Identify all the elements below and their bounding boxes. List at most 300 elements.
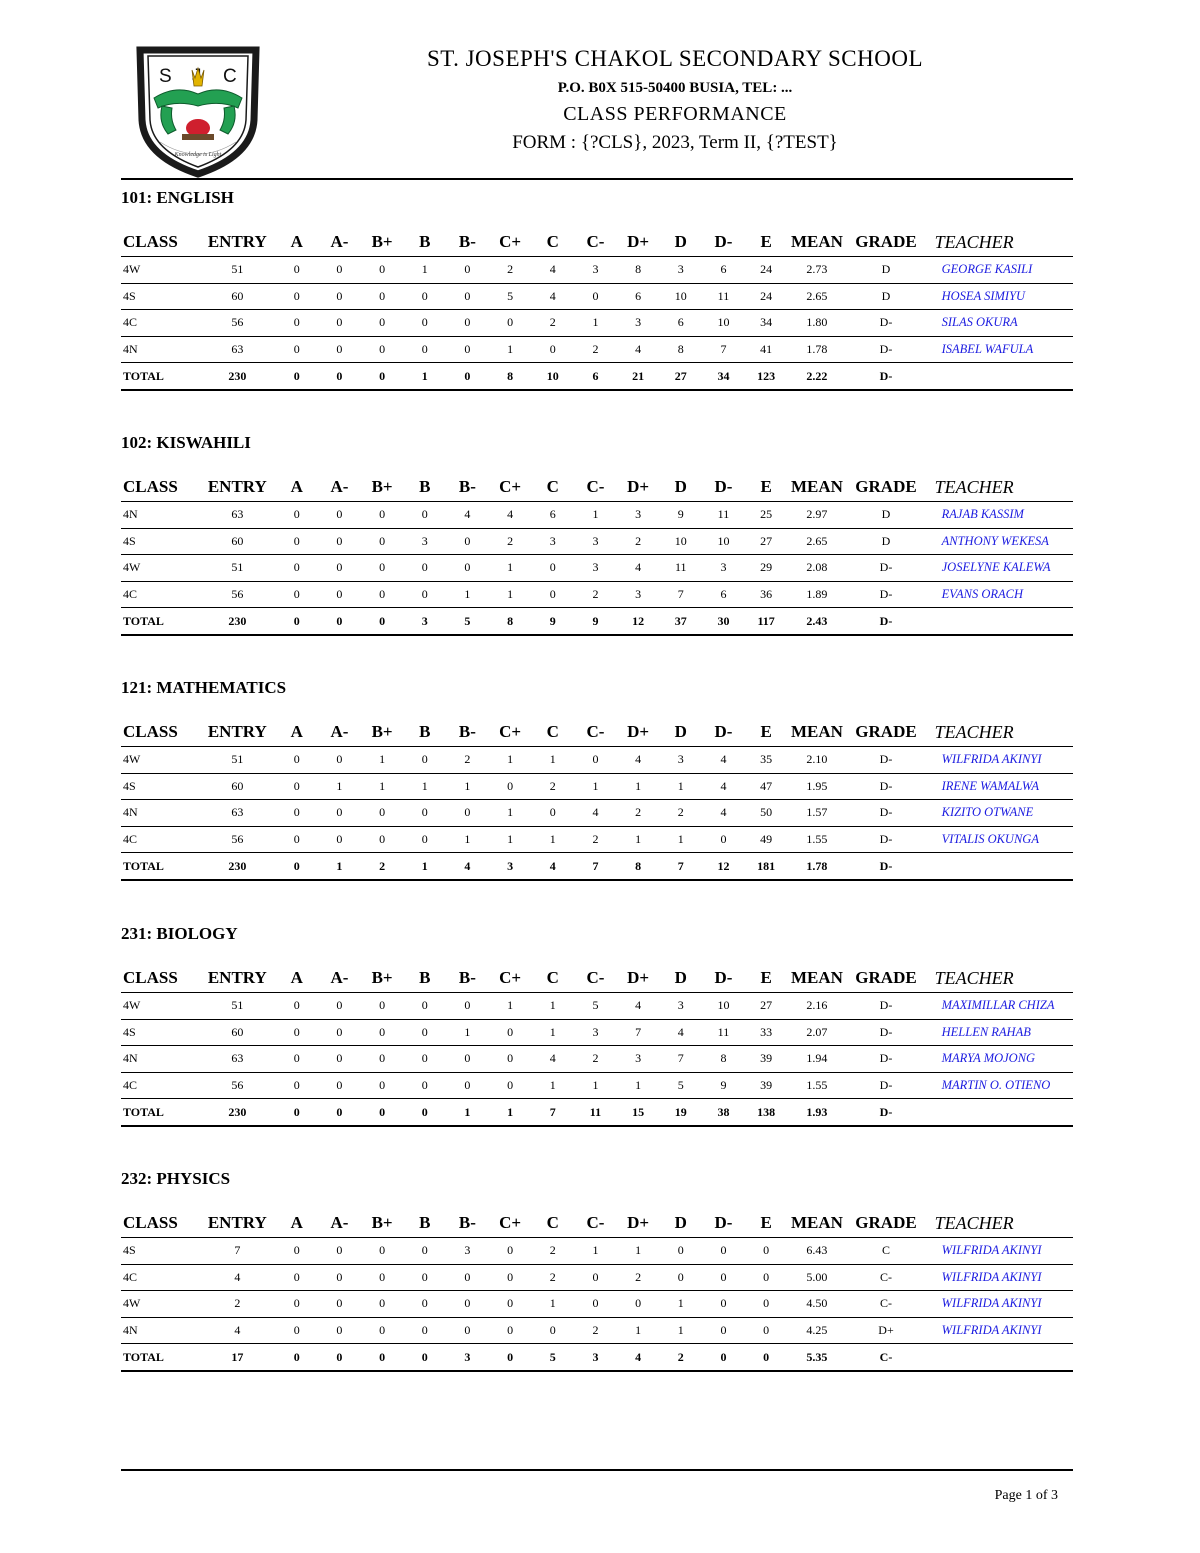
table-cell: 27 <box>745 528 788 555</box>
total-cell: 7 <box>574 853 617 880</box>
teacher-cell: WILFRIDA AKINYI <box>926 1264 1073 1291</box>
total-cell: 5 <box>446 608 489 635</box>
table-cell: 1 <box>617 1317 660 1344</box>
table-cell: 0 <box>361 1072 404 1099</box>
table-row <box>121 747 1073 774</box>
table-cell: 0 <box>489 1291 532 1318</box>
column-header: B <box>403 473 446 502</box>
total-cell: 6 <box>574 363 617 390</box>
class-cell: 4S <box>121 283 199 310</box>
total-cell: 181 <box>745 853 788 880</box>
table-cell: 0 <box>403 336 446 363</box>
column-header: C <box>531 473 574 502</box>
column-header: B+ <box>361 1209 404 1238</box>
page-number: Page 1 of 3 <box>994 1488 1058 1503</box>
table-row <box>121 283 1073 310</box>
table-cell: 3 <box>659 747 702 774</box>
table-row <box>121 993 1073 1020</box>
class-cell: 4N <box>121 336 199 363</box>
table-cell: 2 <box>574 336 617 363</box>
column-header: D- <box>702 718 745 747</box>
column-header: C- <box>574 228 617 257</box>
column-header: ENTRY <box>199 473 275 502</box>
report-title: CLASS PERFORMANCE <box>563 103 787 125</box>
table-cell: 10 <box>702 993 745 1020</box>
table-cell: 0 <box>318 581 361 608</box>
table-cell: 9 <box>659 502 702 529</box>
table-cell: 0 <box>403 283 446 310</box>
table-cell: 0 <box>318 1072 361 1099</box>
column-header: C- <box>574 473 617 502</box>
total-cell <box>926 363 1073 390</box>
performance-table <box>121 1209 1073 1372</box>
column-header: CLASS <box>121 964 199 993</box>
table-cell: 0 <box>275 257 318 284</box>
table-cell: 1 <box>574 1072 617 1099</box>
table-cell: D- <box>846 826 925 853</box>
table-cell: 0 <box>574 1291 617 1318</box>
total-cell: 230 <box>199 853 275 880</box>
table-cell: 0 <box>531 1317 574 1344</box>
teacher-cell: HELLEN RAHAB <box>926 1019 1073 1046</box>
school-address: P.O. B0X 515-50400 BUSIA, TEL: ... <box>557 80 793 96</box>
table-cell: 60 <box>199 528 275 555</box>
table-cell: 2 <box>574 1046 617 1073</box>
table-cell: 2.07 <box>787 1019 846 1046</box>
total-label: TOTAL <box>121 363 199 390</box>
teacher-cell: VITALIS OKUNGA <box>926 826 1073 853</box>
table-cell: 0 <box>403 826 446 853</box>
table-cell: 0 <box>403 993 446 1020</box>
table-cell: 56 <box>199 1072 275 1099</box>
table-cell: 6 <box>702 257 745 284</box>
table-cell: 5 <box>659 1072 702 1099</box>
table-cell: 29 <box>745 555 788 582</box>
column-header: D- <box>702 964 745 993</box>
table-cell: 0 <box>702 826 745 853</box>
total-cell: 3 <box>403 608 446 635</box>
column-header: A- <box>318 473 361 502</box>
table-cell: 4 <box>199 1317 275 1344</box>
teacher-cell: EVANS ORACH <box>926 581 1073 608</box>
school-logo <box>132 44 264 178</box>
column-header: TEACHER <box>926 718 1073 747</box>
logo-letter-c: C <box>223 66 237 87</box>
teacher-cell: ANTHONY WEKESA <box>926 528 1073 555</box>
column-header: D+ <box>617 228 660 257</box>
table-cell: 3 <box>617 581 660 608</box>
table-cell: 51 <box>199 257 275 284</box>
total-cell: 2 <box>659 1344 702 1371</box>
table-header-row <box>121 964 1073 993</box>
table-cell: 2.16 <box>787 993 846 1020</box>
table-cell: 0 <box>275 1291 318 1318</box>
total-cell: 2.43 <box>787 608 846 635</box>
column-header: B- <box>446 1209 489 1238</box>
table-cell: 51 <box>199 993 275 1020</box>
subject-title: 102: KISWAHILI <box>121 433 251 452</box>
total-cell: 230 <box>199 1099 275 1126</box>
table-cell: D <box>846 283 925 310</box>
table-cell: 0 <box>403 581 446 608</box>
table-row <box>121 1264 1073 1291</box>
total-cell: 0 <box>318 1099 361 1126</box>
total-row <box>121 608 1073 635</box>
table-cell: 1 <box>361 747 404 774</box>
table-cell: D- <box>846 581 925 608</box>
total-cell: 1 <box>318 853 361 880</box>
table-cell: 3 <box>574 1019 617 1046</box>
column-header: D+ <box>617 718 660 747</box>
table-cell: 2 <box>531 773 574 800</box>
column-header: A- <box>318 964 361 993</box>
table-cell: 7 <box>702 336 745 363</box>
table-cell: 0 <box>446 336 489 363</box>
table-cell: D- <box>846 555 925 582</box>
column-header: B <box>403 964 446 993</box>
table-cell: 4 <box>531 1046 574 1073</box>
table-cell: D- <box>846 310 925 337</box>
table-cell: 0 <box>489 310 532 337</box>
table-cell: 0 <box>318 555 361 582</box>
total-cell: 0 <box>318 363 361 390</box>
table-cell: 0 <box>403 800 446 827</box>
table-cell: 0 <box>361 1046 404 1073</box>
table-cell: 0 <box>574 283 617 310</box>
table-cell: 2.73 <box>787 257 846 284</box>
table-cell: 2 <box>489 257 532 284</box>
table-cell: 0 <box>403 1072 446 1099</box>
table-cell: 27 <box>745 993 788 1020</box>
column-header: B+ <box>361 473 404 502</box>
table-cell: 0 <box>489 1019 532 1046</box>
column-header: B- <box>446 228 489 257</box>
table-cell: 0 <box>361 257 404 284</box>
total-cell: 0 <box>275 853 318 880</box>
table-cell: 1 <box>659 826 702 853</box>
table-cell: D- <box>846 747 925 774</box>
column-header: C+ <box>489 1209 532 1238</box>
table-cell: 0 <box>275 1317 318 1344</box>
table-cell: 60 <box>199 1019 275 1046</box>
table-cell: 0 <box>702 1238 745 1265</box>
total-cell: 0 <box>489 1344 532 1371</box>
total-cell: 0 <box>361 608 404 635</box>
total-cell: 3 <box>446 1344 489 1371</box>
table-header-row <box>121 228 1073 257</box>
table-row <box>121 773 1073 800</box>
table-cell: 63 <box>199 502 275 529</box>
total-cell: 8 <box>489 363 532 390</box>
table-cell: 1 <box>446 826 489 853</box>
column-header: A- <box>318 228 361 257</box>
table-cell: 1 <box>531 1072 574 1099</box>
table-cell: 1 <box>617 826 660 853</box>
total-cell: 30 <box>702 608 745 635</box>
total-cell: 0 <box>702 1344 745 1371</box>
table-cell: 9 <box>702 1072 745 1099</box>
column-header: CLASS <box>121 228 199 257</box>
column-header: A <box>275 718 318 747</box>
table-cell: 0 <box>361 1238 404 1265</box>
teacher-cell: WILFRIDA AKINYI <box>926 1238 1073 1265</box>
table-cell: D- <box>846 1046 925 1073</box>
table-cell: 0 <box>361 528 404 555</box>
table-cell: 5.00 <box>787 1264 846 1291</box>
total-cell: C- <box>846 1344 925 1371</box>
table-cell: 1.55 <box>787 826 846 853</box>
class-cell: 4C <box>121 310 199 337</box>
logo-letter-s: S <box>159 66 172 87</box>
table-cell: 60 <box>199 773 275 800</box>
table-cell: 3 <box>574 555 617 582</box>
total-cell <box>926 608 1073 635</box>
table-cell: 3 <box>617 1046 660 1073</box>
teacher-cell: GEORGE KASILI <box>926 257 1073 284</box>
table-cell: 0 <box>318 1264 361 1291</box>
table-cell: 0 <box>318 336 361 363</box>
class-cell: 4C <box>121 1072 199 1099</box>
table-cell: 1 <box>617 773 660 800</box>
table-cell: 1 <box>574 1238 617 1265</box>
table-cell: 0 <box>275 528 318 555</box>
column-header: D- <box>702 228 745 257</box>
column-header: ENTRY <box>199 228 275 257</box>
total-cell: 3 <box>574 1344 617 1371</box>
teacher-cell: MARTIN O. OTIENO <box>926 1072 1073 1099</box>
table-cell: 0 <box>446 283 489 310</box>
table-cell: 8 <box>659 336 702 363</box>
total-cell: 0 <box>318 608 361 635</box>
table-cell: 0 <box>361 1264 404 1291</box>
table-row <box>121 1238 1073 1265</box>
total-cell: 12 <box>702 853 745 880</box>
column-header: GRADE <box>846 718 925 747</box>
column-header: B- <box>446 718 489 747</box>
total-cell: 9 <box>531 608 574 635</box>
column-header: D <box>659 964 702 993</box>
total-cell: 4 <box>446 853 489 880</box>
column-header: C- <box>574 718 617 747</box>
table-cell: 0 <box>318 310 361 337</box>
table-cell: 1 <box>489 993 532 1020</box>
table-cell: 3 <box>702 555 745 582</box>
table-cell: 0 <box>702 1291 745 1318</box>
column-header: TEACHER <box>926 964 1073 993</box>
table-cell: 49 <box>745 826 788 853</box>
teacher-cell: MAXIMILLAR CHIZA <box>926 993 1073 1020</box>
table-cell: 0 <box>361 1317 404 1344</box>
table-cell: 2 <box>531 1264 574 1291</box>
performance-table <box>121 718 1073 881</box>
table-cell: 1 <box>531 1291 574 1318</box>
table-cell: 0 <box>318 528 361 555</box>
table-cell: 4 <box>702 773 745 800</box>
column-header: B+ <box>361 964 404 993</box>
table-cell: 3 <box>574 528 617 555</box>
table-cell: 7 <box>617 1019 660 1046</box>
table-cell: 0 <box>745 1264 788 1291</box>
table-cell: 0 <box>318 283 361 310</box>
table-cell: 1 <box>446 1019 489 1046</box>
class-cell: 4N <box>121 800 199 827</box>
table-cell: 0 <box>361 581 404 608</box>
table-cell: 56 <box>199 310 275 337</box>
total-cell: 5.35 <box>787 1344 846 1371</box>
table-cell: 11 <box>659 555 702 582</box>
column-header: MEAN <box>787 473 846 502</box>
table-cell: 0 <box>318 747 361 774</box>
table-cell: 1 <box>489 826 532 853</box>
teacher-cell: IRENE WAMALWA <box>926 773 1073 800</box>
table-cell: 1 <box>574 310 617 337</box>
class-cell: 4C <box>121 581 199 608</box>
table-cell: 0 <box>275 1046 318 1073</box>
teacher-cell: JOSELYNE KALEWA <box>926 555 1073 582</box>
table-cell: D- <box>846 773 925 800</box>
column-header: D <box>659 718 702 747</box>
table-cell: 6 <box>702 581 745 608</box>
class-cell: 4S <box>121 773 199 800</box>
table-cell: 3 <box>659 257 702 284</box>
table-row <box>121 800 1073 827</box>
table-cell: D <box>846 502 925 529</box>
total-cell: 230 <box>199 608 275 635</box>
table-cell: 0 <box>275 747 318 774</box>
table-cell: 0 <box>275 826 318 853</box>
table-cell: 1 <box>659 1291 702 1318</box>
column-header: C- <box>574 964 617 993</box>
table-cell: 0 <box>659 1238 702 1265</box>
table-row <box>121 336 1073 363</box>
table-cell: 4 <box>489 502 532 529</box>
table-cell: 2.08 <box>787 555 846 582</box>
column-header: ENTRY <box>199 718 275 747</box>
performance-table <box>121 228 1073 391</box>
table-row <box>121 555 1073 582</box>
table-cell: 3 <box>446 1238 489 1265</box>
total-cell: 0 <box>275 363 318 390</box>
column-header: C+ <box>489 718 532 747</box>
column-header: C- <box>574 1209 617 1238</box>
total-cell: 27 <box>659 363 702 390</box>
table-cell: 6.43 <box>787 1238 846 1265</box>
table-cell: 1.80 <box>787 310 846 337</box>
column-header: CLASS <box>121 718 199 747</box>
footer-divider <box>121 1469 1073 1471</box>
table-header-row <box>121 1209 1073 1238</box>
table-cell: 4 <box>617 747 660 774</box>
teacher-cell: HOSEA SIMIYU <box>926 283 1073 310</box>
class-cell: 4W <box>121 747 199 774</box>
table-cell: 6 <box>531 502 574 529</box>
table-cell: 0 <box>489 1072 532 1099</box>
teacher-cell: KIZITO OTWANE <box>926 800 1073 827</box>
total-cell: 15 <box>617 1099 660 1126</box>
table-cell: 1 <box>446 773 489 800</box>
table-cell: 2 <box>531 1238 574 1265</box>
total-cell: 0 <box>446 363 489 390</box>
total-cell: 38 <box>702 1099 745 1126</box>
column-header: C <box>531 228 574 257</box>
table-cell: 10 <box>659 528 702 555</box>
table-cell: 24 <box>745 283 788 310</box>
table-cell: 4 <box>531 283 574 310</box>
column-header: C <box>531 964 574 993</box>
column-header: C+ <box>489 964 532 993</box>
subject-title: 101: ENGLISH <box>121 188 234 207</box>
table-cell: 0 <box>318 257 361 284</box>
table-cell: 5 <box>574 993 617 1020</box>
table-cell: 1.94 <box>787 1046 846 1073</box>
table-row <box>121 257 1073 284</box>
total-cell: 1 <box>403 853 446 880</box>
table-cell: 4.25 <box>787 1317 846 1344</box>
column-header: C <box>531 1209 574 1238</box>
table-cell: 0 <box>403 1291 446 1318</box>
column-header: A <box>275 1209 318 1238</box>
table-cell: 1 <box>574 502 617 529</box>
total-cell: 0 <box>275 1344 318 1371</box>
table-cell: 8 <box>702 1046 745 1073</box>
table-cell: 0 <box>446 555 489 582</box>
column-header: ENTRY <box>199 964 275 993</box>
total-cell: 1.78 <box>787 853 846 880</box>
column-header: MEAN <box>787 1209 846 1238</box>
class-cell: 4S <box>121 1019 199 1046</box>
table-cell: 0 <box>275 773 318 800</box>
table-cell: 1.89 <box>787 581 846 608</box>
total-cell: D- <box>846 853 925 880</box>
teacher-cell: WILFRIDA AKINYI <box>926 1317 1073 1344</box>
table-header-row <box>121 718 1073 747</box>
table-cell: 7 <box>659 581 702 608</box>
class-cell: 4N <box>121 1046 199 1073</box>
table-cell: 1 <box>574 773 617 800</box>
table-row <box>121 1046 1073 1073</box>
column-header: A- <box>318 718 361 747</box>
table-cell: 1.78 <box>787 336 846 363</box>
table-cell: 35 <box>745 747 788 774</box>
table-cell: C- <box>846 1264 925 1291</box>
column-header: B+ <box>361 228 404 257</box>
total-row <box>121 1099 1073 1126</box>
column-header: GRADE <box>846 228 925 257</box>
table-cell: 1.55 <box>787 1072 846 1099</box>
total-cell: D- <box>846 1099 925 1126</box>
table-cell: 3 <box>617 310 660 337</box>
column-header: D+ <box>617 1209 660 1238</box>
total-cell: 9 <box>574 608 617 635</box>
total-cell: 17 <box>199 1344 275 1371</box>
column-header: MEAN <box>787 718 846 747</box>
table-cell: 0 <box>489 773 532 800</box>
table-row <box>121 502 1073 529</box>
table-cell: 0 <box>318 800 361 827</box>
column-header: C+ <box>489 228 532 257</box>
total-cell: 0 <box>361 363 404 390</box>
total-cell: 8 <box>617 853 660 880</box>
table-cell: 0 <box>318 1046 361 1073</box>
table-cell: 0 <box>275 502 318 529</box>
header-divider <box>121 178 1073 180</box>
table-cell: 0 <box>275 336 318 363</box>
table-cell: 1 <box>531 747 574 774</box>
table-cell: D- <box>846 993 925 1020</box>
table-cell: 0 <box>361 826 404 853</box>
column-header: E <box>745 228 788 257</box>
teacher-cell: MARYA MOJONG <box>926 1046 1073 1073</box>
